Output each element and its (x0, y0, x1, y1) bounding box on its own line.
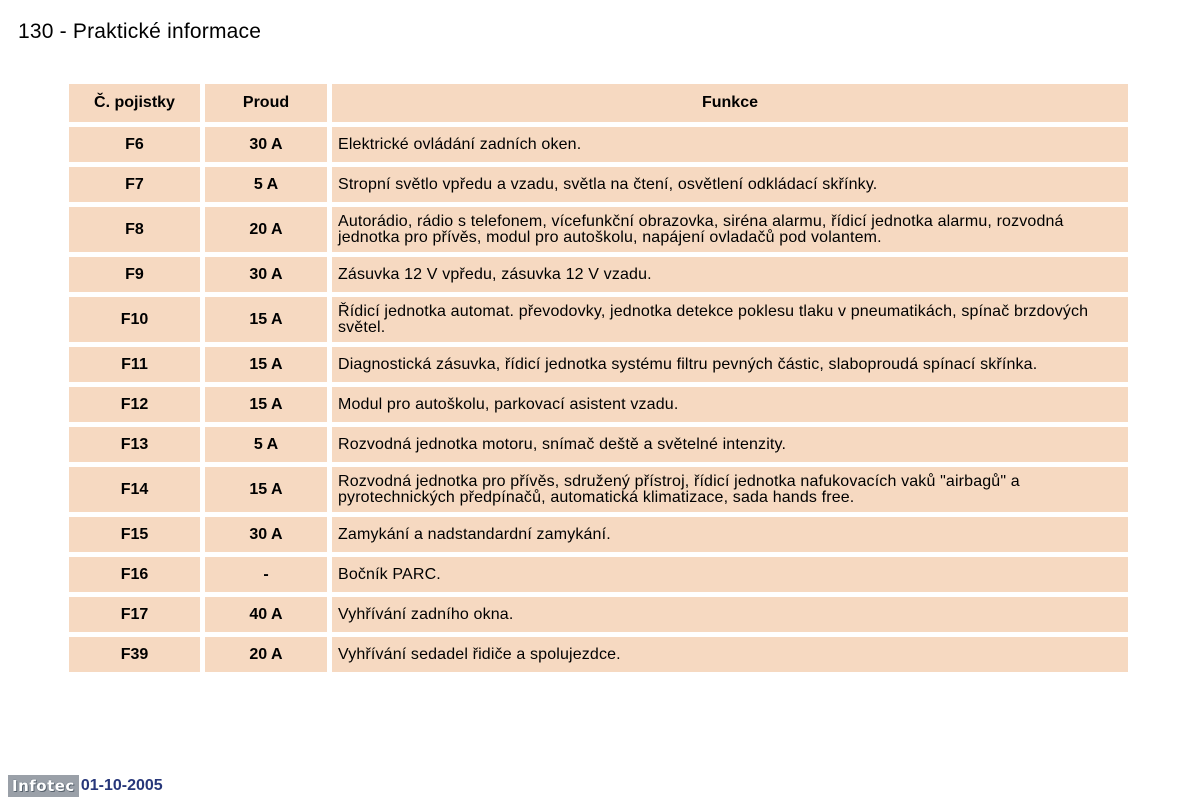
table-row (69, 637, 1128, 672)
current-cell: 40 A (205, 597, 327, 632)
table-row (69, 597, 1128, 632)
current-cell: 5 A (205, 427, 327, 462)
current-cell: 30 A (205, 517, 327, 552)
function-cell: Modul pro autoškolu, parkovací asistent vzadu. (332, 387, 1128, 422)
page-footer (8, 775, 163, 797)
fuse-number-cell: F7 (69, 167, 200, 202)
column-header-current: Proud (205, 84, 327, 122)
function-cell: Vyhřívání sedadel řidiče a spolujezdce. (332, 637, 1128, 672)
table-row (69, 387, 1128, 422)
current-cell: 30 A (205, 257, 327, 292)
fuse-number-cell: F9 (69, 257, 200, 292)
current-cell: 15 A (205, 387, 327, 422)
current-cell: 15 A (205, 347, 327, 382)
fuse-number-cell: F10 (69, 297, 200, 342)
table-row (69, 167, 1128, 202)
fuse-number-cell: F14 (69, 467, 200, 512)
column-header-function: Funkce (332, 84, 1128, 122)
function-cell: Zamykání a nadstandardní zamykání. (332, 517, 1128, 552)
fuse-number-cell: F6 (69, 127, 200, 162)
function-cell: Stropní světlo vpředu a vzadu, světla na čtení, osvětlení odkládací skřínky. (332, 167, 1128, 202)
current-cell: 15 A (205, 297, 327, 342)
infotec-logo: Infotec (8, 775, 79, 797)
fuse-number-cell: F15 (69, 517, 200, 552)
fuse-number-cell: F13 (69, 427, 200, 462)
table-row (69, 517, 1128, 552)
page-title: 130 - Praktické informace (18, 20, 262, 43)
function-cell: Vyhřívání zadního okna. (332, 597, 1128, 632)
table-header-row (69, 84, 1128, 122)
fuse-table (64, 79, 1133, 677)
function-cell: Autorádio, rádio s telefonem, vícefunkční obrazovka, siréna alarmu, řídicí jednotka alarmu, rozvodná jednotka pro přívěs, modul pro autoškolu, napájení ovladačů pod volantem. (332, 207, 1128, 252)
function-cell: Řídicí jednotka automat. převodovky, jednotka detekce poklesu tlaku v pneumatikách, spínač brzdových světel. (332, 297, 1128, 342)
function-cell: Elektrické ovládání zadních oken. (332, 127, 1128, 162)
fuse-number-cell: F39 (69, 637, 200, 672)
current-cell: 20 A (205, 207, 327, 252)
current-cell: 15 A (205, 467, 327, 512)
table-row (69, 297, 1128, 342)
fuse-number-cell: F16 (69, 557, 200, 592)
current-cell: 20 A (205, 637, 327, 672)
current-cell: 30 A (205, 127, 327, 162)
table-row (69, 257, 1128, 292)
current-cell: - (205, 557, 327, 592)
function-cell: Zásuvka 12 V vpředu, zásuvka 12 V vzadu. (332, 257, 1128, 292)
column-header-fuse-number: Č. pojistky (69, 84, 200, 122)
fuse-number-cell: F12 (69, 387, 200, 422)
function-cell: Rozvodná jednotka pro přívěs, sdružený přístroj, řídicí jednotka nafukovacích vaků "airbagů" a pyrotechnických předpínačů, automatická klimatizace, sada hands free. (332, 467, 1128, 512)
table-row (69, 467, 1128, 512)
fuse-number-cell: F11 (69, 347, 200, 382)
footer-date: 01-10-2005 (80, 777, 163, 794)
table-row (69, 207, 1128, 252)
current-cell: 5 A (205, 167, 327, 202)
function-cell: Diagnostická zásuvka, řídicí jednotka systému filtru pevných částic, slaboproudá spínací skřínka. (332, 347, 1128, 382)
table-row (69, 557, 1128, 592)
function-cell: Bočník PARC. (332, 557, 1128, 592)
table-row (69, 127, 1128, 162)
function-cell: Rozvodná jednotka motoru, snímač deště a světelné intenzity. (332, 427, 1128, 462)
fuse-number-cell: F8 (69, 207, 200, 252)
table-row (69, 427, 1128, 462)
table-row (69, 347, 1128, 382)
fuse-number-cell: F17 (69, 597, 200, 632)
